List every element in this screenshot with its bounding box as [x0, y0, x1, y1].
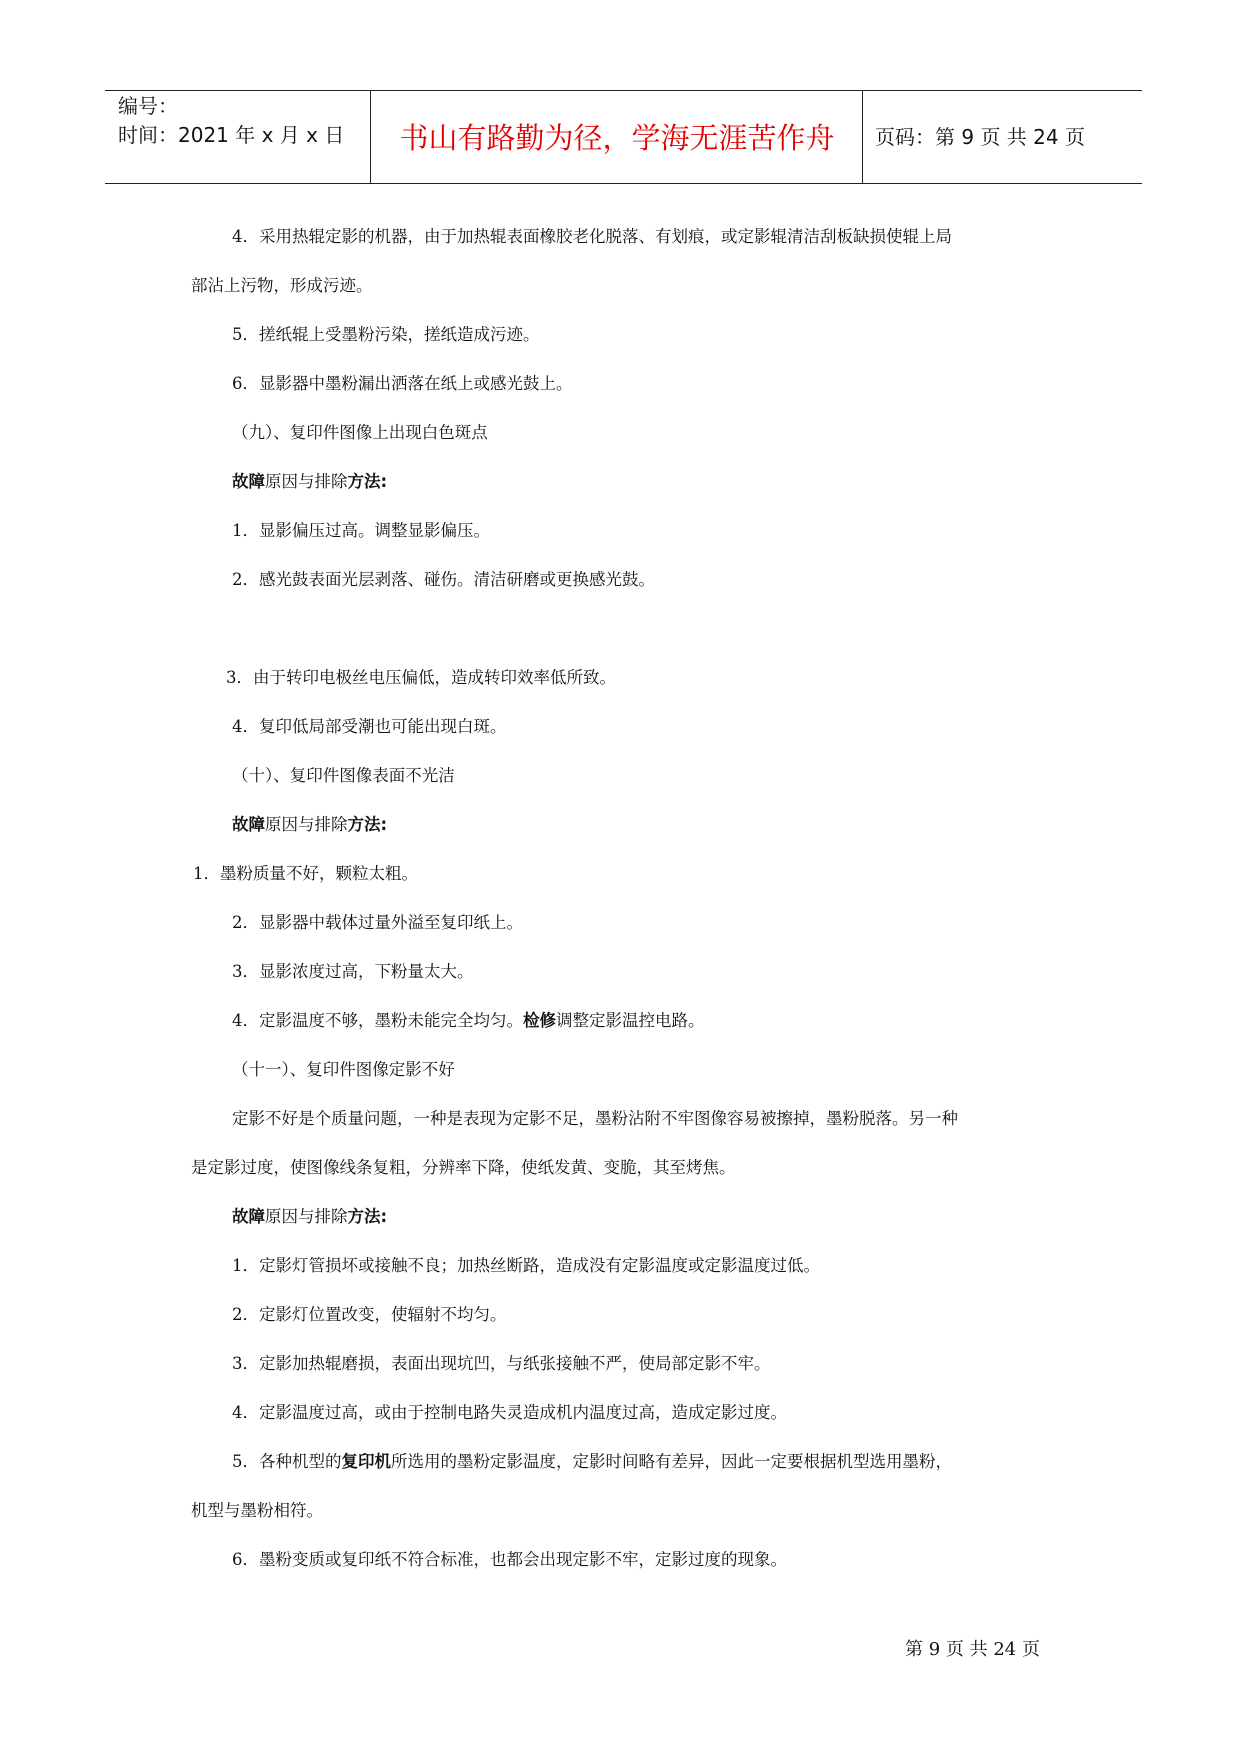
subheading-bold: 故障	[232, 472, 265, 491]
list-item: 6．显影器中墨粉漏出洒落在纸上或感光鼓上。	[232, 374, 573, 393]
list-item: 6．墨粉变质或复印纸不符合标准，也都会出现定影不牢，定影过度的现象。	[232, 1550, 787, 1569]
list-item-text: 调整定影温控电路。	[556, 1011, 705, 1030]
section-heading: （九）、复印件图像上出现白色斑点	[232, 423, 488, 442]
list-item: 5．搓纸辊上受墨粉污染，搓纸造成污迹。	[232, 325, 540, 344]
paragraph-line: 4．采用热辊定影的机器，由于加热辊表面橡胶老化脱落、有划痕，或定影辊清洁刮板缺损使辊上局	[232, 227, 952, 246]
paragraph-line: 机型与墨粉相符。	[191, 1501, 323, 1520]
list-item-text: 5．各种机型的	[232, 1452, 342, 1471]
list-item	[232, 1450, 952, 1474]
subheading-text: 原因与排除	[265, 815, 348, 834]
header-motto: 书山有路勤为径，学海无涯苦作舟	[399, 121, 835, 155]
subheading	[232, 813, 387, 837]
footer-page-number: 第 9 页 共 24 页	[905, 1639, 1040, 1660]
subheading-bold: 方法:	[347, 815, 388, 834]
list-item: 2．显影器中载体过量外溢至复印纸上。	[232, 913, 523, 932]
paragraph-line: 定影不好是个质量问题，一种是表现为定影不足，墨粉沾附不牢图像容易被擦掉，墨粉脱落。另一种	[232, 1109, 958, 1128]
header-divider-right	[862, 90, 863, 184]
list-item: 1．定影灯管损坏或接触不良；加热丝断路，造成没有定影温度或定影温度过低。	[232, 1256, 820, 1275]
subheading-text: 原因与排除	[265, 472, 348, 491]
paragraph-line: 是定影过度，使图像线条复粗，分辨率下降，使纸发黄、变脆，其至烤焦。	[191, 1158, 736, 1177]
header-left-cell	[118, 92, 344, 150]
header-divider-left	[370, 90, 371, 184]
bold-term: 复印机	[341, 1452, 391, 1471]
list-item: 4．定影温度过高，或由于控制电路失灵造成机内温度过高，造成定影过度。	[232, 1403, 787, 1422]
list-item: 3．由于转印电极丝电压偏低，造成转印效率低所致。	[226, 668, 616, 687]
list-item: 1．墨粉质量不好，颗粒太粗。	[193, 864, 418, 883]
subheading-bold: 方法:	[347, 1207, 388, 1226]
list-item: 1．显影偏压过高。调整显影偏压。	[232, 521, 490, 540]
list-item-text: 所选用的墨粉定影温度，定影时间略有差异，因此一定要根据机型选用墨粉，	[391, 1452, 952, 1471]
list-item: 4．复印低局部受潮也可能出现白斑。	[232, 717, 507, 736]
section-heading: （十一）、复印件图像定影不好	[232, 1060, 455, 1079]
document-number-label: 编号：	[118, 94, 178, 118]
subheading-bold: 故障	[232, 815, 265, 834]
section-heading: （十）、复印件图像表面不光洁	[232, 766, 455, 785]
bold-term: 检修	[523, 1011, 556, 1030]
paragraph-line: 部沾上污物，形成污迹。	[191, 276, 373, 295]
list-item: 2．定影灯位置改变，使辐射不均匀。	[232, 1305, 507, 1324]
subheading	[232, 1205, 387, 1229]
list-item: 3．定影加热辊磨损，表面出现坑凹，与纸张接触不严，使局部定影不牢。	[232, 1354, 771, 1373]
subheading-text: 原因与排除	[265, 1207, 348, 1226]
header-top-rule	[105, 90, 1142, 91]
subheading-bold: 方法:	[347, 472, 388, 491]
header-page-label: 页码：第 9 页 共 24 页	[875, 125, 1085, 149]
header-bottom-rule	[105, 183, 1142, 184]
list-item: 2．感光鼓表面光层剥落、碰伤。清洁研磨或更换感光鼓。	[232, 570, 655, 589]
subheading	[232, 470, 387, 494]
list-item	[232, 1009, 705, 1033]
subheading-bold: 故障	[232, 1207, 265, 1226]
list-item-text: 4．定影温度不够，墨粉未能完全均匀。	[232, 1011, 523, 1030]
document-time-label: 时间：2021 年 x 月 x 日	[118, 123, 345, 147]
list-item: 3．显影浓度过高，下粉量太大。	[232, 962, 474, 981]
